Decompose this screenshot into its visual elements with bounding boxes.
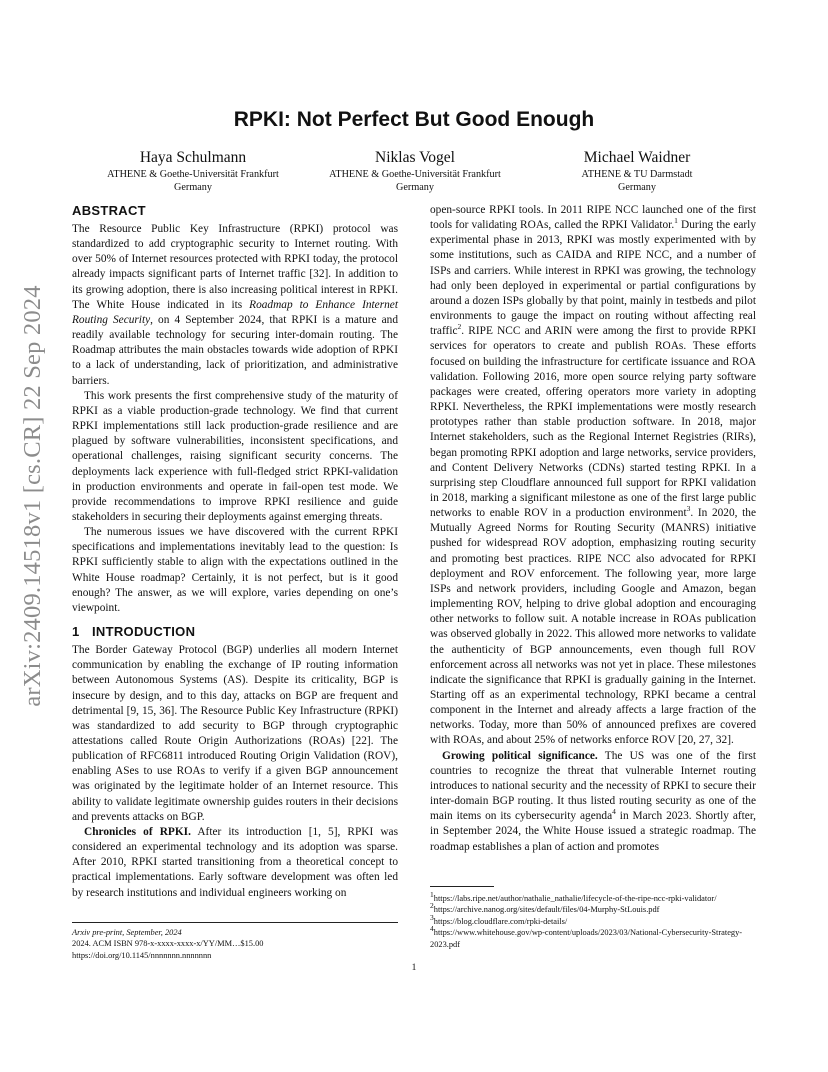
author-affiliation: ATHENE & Goethe-Universität Frankfurt bbox=[329, 169, 501, 180]
footnote-item: $^2$https://archive.nanog.org/sites/default/files/04-Murphy-StLouis.pdf bbox=[430, 901, 660, 915]
footnote-marker: 3 bbox=[686, 504, 691, 514]
author-affiliation: ATHENE & Goethe-Universität Frankfurt bbox=[107, 169, 279, 180]
footnote-link[interactable]: https://archive.nanog.org/sites/default/files/04-Murphy-StLouis.pdf bbox=[433, 905, 660, 915]
abstract-heading: ABSTRACT bbox=[72, 203, 146, 218]
venue-line: Arxiv pre-print, September, 2024 bbox=[72, 928, 182, 937]
abstract-paragraph-3: The numerous issues we have discovered with the current RPKI specifications and implementations inevitably lead to the question: Is RPKI sufficiently stable to align with the expectations outlined in the White House roadmap? Certainly, it is not perfect, but is it good enough? The answer, as we will explore, varies depending on one’s viewpoint. bbox=[72, 526, 398, 614]
author-block-3 bbox=[512, 148, 762, 194]
author-name: Haya Schulmann bbox=[139, 149, 247, 166]
political-paragraph: Growing political significance. The US was one of the first countries to recognize the threat that vulnerable Internet routing introduces to national security and the necessity of RPKI to secure their inter-domain BGP routing. It thus listed routing security as one of the main items on its cybersecurity agenda$^4$ in March 2023. Shortly after, in September 2024, the White House issued a strategic roadmap. The roadmap establishes a plan of action and promotes bbox=[430, 749, 756, 853]
author-affiliation: ATHENE & TU Darmstadt bbox=[581, 169, 693, 180]
footnote-link[interactable]: https://blog.cloudflare.com/rpki-details/ bbox=[433, 916, 568, 926]
publication-metadata bbox=[72, 927, 398, 961]
left-column bbox=[72, 203, 398, 901]
author-block-2 bbox=[290, 148, 540, 194]
author-country: Germany bbox=[396, 182, 434, 193]
paper-title: RPKI: Not Perfect But Good Enough bbox=[233, 108, 595, 131]
section-number: 1 bbox=[72, 624, 80, 640]
abstract-paragraph-1: The Resource Public Key Infrastructure (RPKI) protocol was standardized to add cryptographic security to Internet routing. With over 50% of Internet resources protected with RPKI today, the protocol already impacts significant parts of Internet traffic [32]. In addition to its growing adoption, there is also increasing political interest in RPKI. The White House indicated in its Roadmap to Enhance Internet Routing Security, on 4 September 2024, that RPKI is a mature and readily available technology for securing inter-domain routing. The Roadmap attributes the main obstacles towards wide adoption of RPKI to a lack of understanding, lack of prioritization, and administrative barriers. bbox=[72, 223, 398, 387]
metadata-divider bbox=[72, 922, 398, 923]
footnote-link[interactable]: https://www.whitehouse.gov/wp-content/uploads/2023/03/National-Cybersecurity-Strategy-2023.pdf bbox=[430, 928, 743, 949]
footnote-marker: 4 bbox=[612, 807, 616, 817]
footnote-marker: 1 bbox=[674, 216, 678, 226]
footnote-divider bbox=[430, 886, 494, 887]
section-heading-introduction bbox=[72, 624, 398, 640]
intro-paragraph-1: The Border Gateway Protocol (BGP) underlies all modern Internet communication by enabling the exchange of IP routing information between Autonomous Systems (AS). Despite its criticality, BGP is insecure by design, and to this day, attacks on BGP are frequent and detrimental [9, 15, 36]. The Resource Public Key Infrastructure (RPKI) was standardized to add security to BGP through cryptographic attestations called Route Origin Authorizations (ROAs) [22]. The publication of RFC6811 introduced Routing Origin Validation (ROV), enabling ASes to use ROAs to verify if a given BGP announcement was originated by the legitimate holder of an Internet resource. This ability to validate legitimate ownership guides routers in their decisions and prevents attacks on BGP. bbox=[72, 644, 398, 823]
author-name: Niklas Vogel bbox=[375, 149, 455, 166]
footnotes bbox=[430, 890, 760, 950]
author-country: Germany bbox=[618, 182, 656, 193]
page-number: 1 bbox=[411, 963, 417, 973]
footnote-marker: 2 bbox=[457, 322, 462, 332]
footnote-link[interactable]: https://labs.ripe.net/author/nathalie_nathalie/lifecycle-of-the-ripe-ncc-rpki-validator/ bbox=[433, 894, 717, 903]
footnote-item: $^4$https://www.whitehouse.gov/wp-content/uploads/2023/03/National-Cybersecurity-Strategy-2023.pdf bbox=[430, 924, 743, 949]
arxiv-identifier: arXiv:2409.14518v1 [cs.CR] 22 Sep 2024 bbox=[19, 285, 46, 707]
arxiv-sidebar bbox=[8, 286, 58, 706]
author-country: Germany bbox=[174, 182, 212, 193]
author-name: Michael Waidner bbox=[583, 149, 691, 166]
footnote-item: $^1$https://labs.ripe.net/author/nathalie_nathalie/lifecycle-of-the-ripe-ncc-rpki-validator/ bbox=[430, 890, 717, 903]
right-column bbox=[430, 203, 756, 855]
isbn-line: 2024. ACM ISBN 978-x-xxxx-xxxx-x/YY/MM…$15.00 bbox=[72, 939, 264, 949]
author-block-1 bbox=[68, 148, 318, 194]
section-title: INTRODUCTION bbox=[92, 624, 196, 640]
doi-link[interactable]: https://doi.org/10.1145/nnnnnnn.nnnnnnn bbox=[72, 950, 212, 960]
history-paragraph: open-source RPKI tools. In 2011 RIPE NCC launched one of the first tools for validating ROAs, called the RPKI Validator.$^1$ During the early experimental phase in 2013, RPKI was mostly experimented with by some institutions, such as CAIDA and RIPE NCC, and a number of ISPs and carriers. While interest in RPKI was growing, the technology had only been deployed in experimental or partial configurations by around a dozen ISPs globally by that point, mainly in testbeds and pilot environments to gauge the impact on routing without affecting real traffic$^2$. RIPE NCC and ARIN were among the first to provide RPKI services for operators to create and publish ROAs. These efforts focused on building the infrastructure for certificate issuance and ROA validation. Following 2016, more open source relying party software packages were created, offering operators more variety in adopting RPKI. Nevertheless, the RPKI implementations were mostly research prototypes rather than stable production software. In 2018, major Internet stakeholders, such as the Regional Internet Registries (RIRs), began promoting RPKI adoption and large networks, service providers, and Content Delivery Networks (CDNs) started testing RPKI. In a surprising step Cloudflare announced full support for RPKI validation in 2018, marking a significant milestone as one of the first large public networks to enable ROV in a production environment$^3$. In 2020, the Mutually Agreed Norms for Routing Security (MANRS) initiative pushed for widespread ROV adoption, emphasizing routing security and promoting best practices. RIPE NCC also advocated for RPKI deployment and ROV enforcement. The following year, more large ISPs and network providers, including Google and Amazon, began implementing ROV, helping to drive global adoption and encouraging other networks to follow suit. A notable increase in ROAs publication was observed globally in 2022. This allowed more networks to validate the authenticity of BGP announcements, even though full ROV enforcement across all networks was not yet in place. These milestones indicate the significance that RPKI is gradually gaining in the Internet. Starting off as an experimental technology, RPKI became a central component in the Internet and already affects a large fraction of the networks. Today, more than 50% of announced prefixes are covered with ROAs, and about 25% of networks enforce ROV [20, 27, 32]. bbox=[430, 204, 756, 747]
runin-heading: Chronicles of RPKI. bbox=[84, 825, 191, 838]
intro-paragraph-2: Chronicles of RPKI. After its introduction [1, 5], RPKI was considered an experimental technology and its adoption was sparse. After 2010, RPKI started transitioning from a theoretical concept to practical implementations. Early software development was often led by research institutions and individual engineers working on bbox=[72, 825, 398, 899]
runin-heading: Growing political significance. bbox=[442, 749, 598, 762]
abstract-paragraph-2: This work presents the first comprehensive study of the maturity of RPKI as a viable production-grade technology. We find that current RPKI implementations still lack production-grade resilience and are plagued by software vulnerabilities, inconsistent specifications, and operational challenges, raising significant security concerns. The deployments lack experience with full-fledged strict RPKI-validation in production environments and operate in fail-open test mode. We provide recommendations to improve RPKI resilience and guide stakeholders in securing their deployments against emerging threats. bbox=[72, 389, 398, 523]
footnote-item: $^3$https://blog.cloudflare.com/rpki-details/ bbox=[430, 913, 568, 926]
